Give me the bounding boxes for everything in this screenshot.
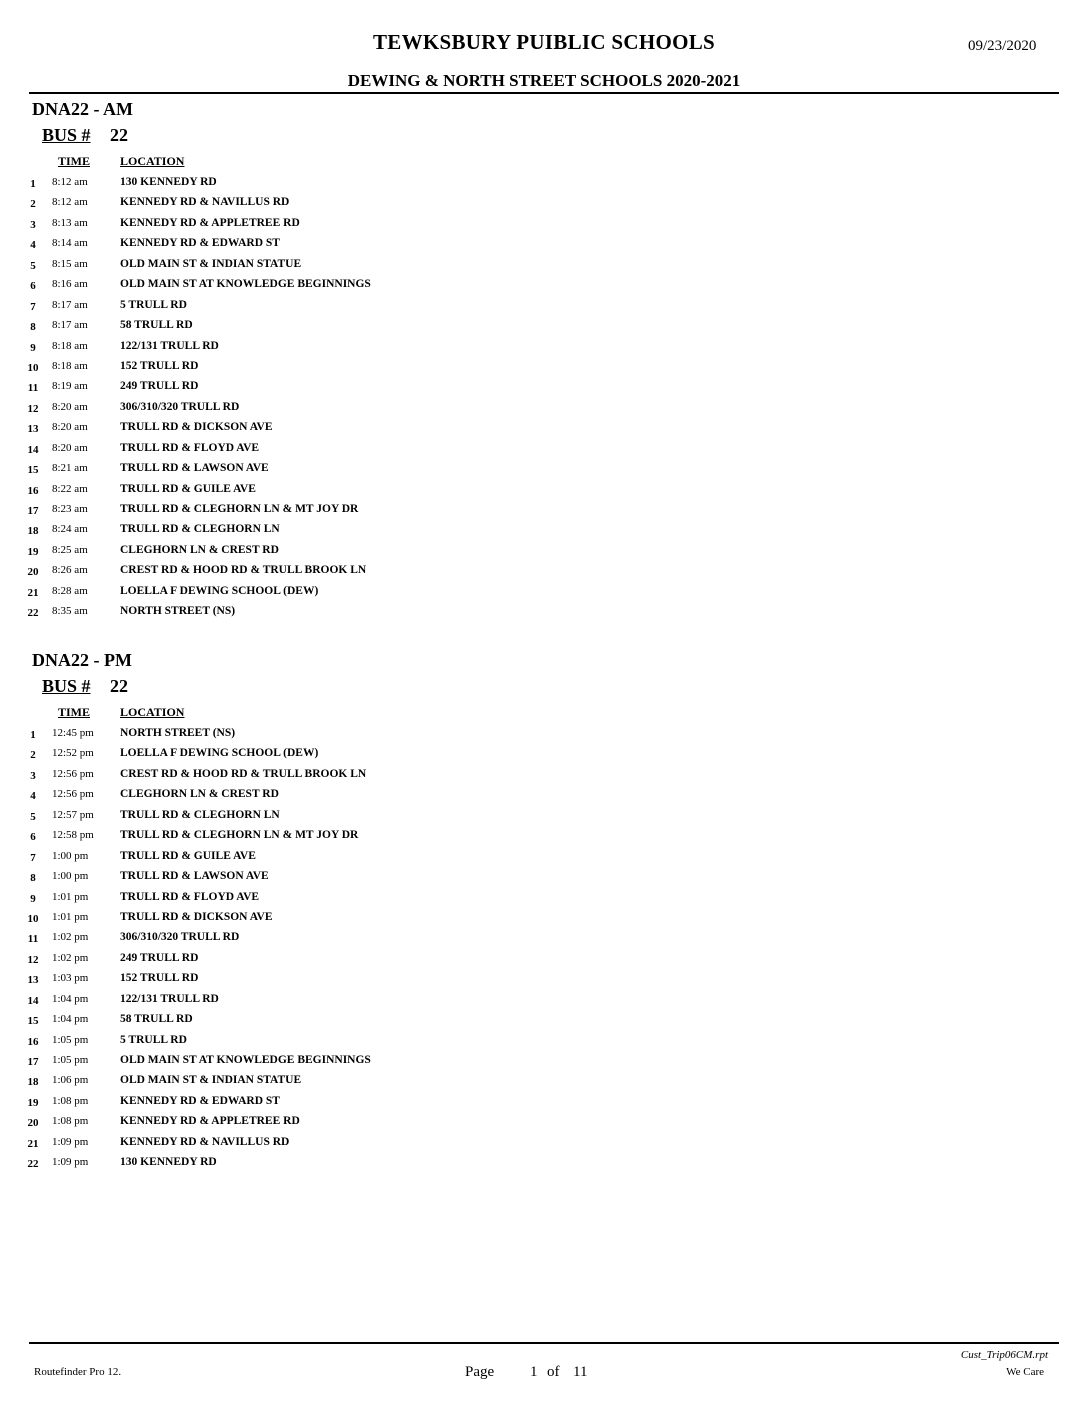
stop-location: TRULL RD & GUILE AVE [120, 482, 256, 495]
bus-number: 22 [110, 125, 128, 145]
stop-row [0, 318, 1088, 338]
stop-location: OLD MAIN ST AT KNOWLEDGE BEGINNINGS [120, 278, 371, 291]
stop-number: 5 [30, 259, 36, 272]
route-title: DNA22 - PM [32, 650, 132, 670]
stop-location: OLD MAIN ST & INDIAN STATUE [120, 1074, 302, 1087]
stop-location: TRULL RD & LAWSON AVE [120, 462, 269, 475]
stop-number: 12 [27, 953, 39, 966]
stop-time: 8:15 am [52, 257, 88, 270]
stop-row [0, 890, 1088, 910]
stop-location: 58 TRULL RD [120, 319, 193, 332]
stop-row [0, 1073, 1088, 1093]
stop-number: 5 [30, 810, 36, 823]
stop-row [0, 379, 1088, 399]
stop-number: 9 [30, 892, 36, 905]
stop-time: 12:56 pm [52, 767, 94, 780]
stop-number: 10 [27, 361, 39, 374]
stop-time: 1:02 pm [52, 931, 89, 944]
location-column-header: LOCATION [120, 154, 185, 168]
stop-number: 19 [27, 545, 39, 558]
stop-row [0, 502, 1088, 522]
stop-number: 16 [27, 484, 39, 497]
footer-of-label: of [547, 1364, 560, 1380]
stop-location: 5 TRULL RD [120, 298, 187, 311]
stop-number: 3 [30, 218, 36, 231]
stop-row [0, 828, 1088, 848]
stop-time: 1:01 pm [52, 910, 89, 923]
stop-time: 8:23 am [52, 503, 88, 515]
stop-number: 11 [27, 933, 39, 946]
footer-rule [29, 1342, 1059, 1344]
stop-location: CLEGHORN LN & CREST RD [120, 543, 279, 556]
stop-time: 1:05 pm [52, 1054, 89, 1066]
footer-report-name: Cust_Trip06CM.rpt [960, 1349, 1048, 1361]
stop-number: 17 [27, 1056, 39, 1068]
bus-number: 22 [110, 676, 128, 696]
stop-time: 8:13 am [52, 216, 88, 229]
stop-location: 306/310/320 TRULL RD [120, 931, 240, 944]
stop-number: 12 [27, 402, 39, 415]
stop-time: 1:05 pm [52, 1033, 89, 1046]
stop-time: 12:45 pm [52, 727, 94, 739]
stop-time: 8:18 am [52, 359, 88, 372]
stop-row [0, 359, 1088, 379]
time-column-header: TIME [58, 154, 91, 168]
stop-time: 1:08 pm [52, 1094, 89, 1107]
stop-time: 8:17 am [52, 319, 88, 332]
location-column-header: LOCATION [120, 705, 185, 719]
stop-number: 16 [27, 1035, 39, 1048]
stop-number: 21 [27, 586, 39, 599]
stop-time: 12:56 pm [52, 788, 94, 801]
stop-row [0, 482, 1088, 502]
stop-location: KENNEDY RD & APPLETREE RD [120, 1115, 300, 1128]
stop-row [0, 1033, 1088, 1053]
stop-location: 306/310/320 TRULL RD [120, 400, 240, 413]
stop-number: 6 [30, 280, 36, 293]
stop-location: 152 TRULL RD [120, 359, 199, 372]
footer-page-total: 11 [573, 1364, 588, 1380]
stop-number: 17 [27, 505, 39, 517]
stop-number: 14 [27, 443, 39, 456]
footer-software: Routefinder Pro 12. [34, 1366, 122, 1378]
stop-number: 14 [27, 994, 39, 1007]
stop-time: 12:52 pm [52, 747, 94, 760]
stop-location: TRULL RD & DICKSON AVE [120, 910, 273, 923]
stop-location: NORTH STREET (NS) [120, 727, 236, 739]
stop-time: 1:06 pm [52, 1074, 89, 1087]
stop-row [0, 910, 1088, 930]
stop-location: LOELLA F DEWING SCHOOL (DEW) [120, 584, 319, 597]
stop-row [0, 971, 1088, 991]
stop-number: 8 [30, 872, 36, 885]
time-column-header: TIME [58, 705, 91, 719]
stop-time: 8:20 am [52, 421, 88, 434]
stop-number: 19 [27, 1096, 39, 1109]
stop-location: TRULL RD & CLEGHORN LN & MT JOY DR [120, 503, 359, 515]
stop-time: 1:04 pm [52, 992, 89, 1005]
stop-number: 15 [27, 464, 39, 477]
stop-row [0, 277, 1088, 297]
stop-number: 6 [30, 831, 36, 844]
stop-time: 1:01 pm [52, 890, 89, 903]
stop-time: 8:12 am [52, 176, 88, 188]
stop-location: CREST RD & HOOD RD & TRULL BROOK LN [120, 564, 367, 577]
stop-location: 130 KENNEDY RD [120, 176, 217, 188]
stop-row [0, 787, 1088, 807]
stop-row [0, 339, 1088, 359]
stop-time: 8:18 am [52, 339, 88, 352]
stop-row [0, 584, 1088, 604]
stop-number: 4 [30, 790, 36, 803]
stop-row [0, 420, 1088, 440]
stop-number: 8 [30, 321, 36, 334]
footer-page-number: 1 [530, 1364, 538, 1380]
stop-number: 7 [30, 851, 36, 864]
stop-row [0, 236, 1088, 256]
stop-time: 8:16 am [52, 278, 88, 291]
stop-location: TRULL RD & DICKSON AVE [120, 421, 273, 434]
stop-number: 20 [27, 566, 39, 579]
stop-row [0, 1114, 1088, 1134]
stop-list [0, 175, 1088, 625]
stop-location: KENNEDY RD & NAVILLUS RD [120, 1135, 290, 1148]
stop-row [0, 992, 1088, 1012]
stop-time: 1:09 pm [52, 1135, 89, 1148]
stop-time: 8:24 am [52, 523, 88, 536]
stop-time: 8:20 am [52, 441, 88, 454]
stop-location: TRULL RD & LAWSON AVE [120, 870, 269, 883]
stop-number: 11 [27, 382, 39, 395]
stop-location: 249 TRULL RD [120, 380, 199, 393]
stop-location: 130 KENNEDY RD [120, 1156, 217, 1169]
stop-row [0, 298, 1088, 318]
stop-time: 12:58 pm [52, 829, 94, 842]
stop-time: 8:35 am [52, 605, 88, 618]
stop-number: 2 [30, 198, 36, 211]
stop-location: TRULL RD & FLOYD AVE [120, 441, 260, 454]
stop-row [0, 1053, 1088, 1073]
stop-location: KENNEDY RD & EDWARD ST [120, 237, 280, 250]
stop-row [0, 563, 1088, 583]
footer-tagline: We Care [1006, 1366, 1044, 1378]
stop-location: TRULL RD & CLEGHORN LN [120, 808, 280, 821]
stop-location: 152 TRULL RD [120, 972, 199, 985]
stop-row [0, 746, 1088, 766]
bus-label: BUS # [42, 125, 91, 145]
stop-number: 7 [30, 300, 36, 313]
stop-location: 122/131 TRULL RD [120, 992, 219, 1005]
stop-time: 12:57 pm [52, 808, 94, 821]
stop-location: KENNEDY RD & EDWARD ST [120, 1094, 280, 1107]
stop-row [0, 869, 1088, 889]
stop-row [0, 849, 1088, 869]
stop-list [0, 726, 1088, 1176]
stop-time: 8:28 am [52, 584, 88, 597]
stop-time: 8:20 am [52, 400, 88, 413]
bus-label: BUS # [42, 676, 91, 696]
stop-row [0, 1012, 1088, 1032]
stop-time: 8:25 am [52, 543, 88, 556]
stop-row [0, 257, 1088, 277]
stop-number: 1 [30, 729, 36, 741]
stop-time: 1:03 pm [52, 972, 89, 985]
stop-location: CLEGHORN LN & CREST RD [120, 788, 279, 801]
stop-location: TRULL RD & GUILE AVE [120, 849, 256, 862]
stop-row [0, 441, 1088, 461]
stop-time: 8:14 am [52, 237, 88, 250]
stop-number: 20 [27, 1117, 39, 1130]
stop-number: 3 [30, 769, 36, 782]
stop-number: 18 [27, 525, 39, 538]
stop-row [0, 604, 1088, 624]
stop-row [0, 808, 1088, 828]
stop-time: 1:00 pm [52, 849, 89, 862]
stop-location: KENNEDY RD & NAVILLUS RD [120, 196, 290, 209]
stop-row [0, 930, 1088, 950]
stop-number: 22 [27, 1158, 39, 1171]
stop-location: 122/131 TRULL RD [120, 339, 219, 352]
stop-location: NORTH STREET (NS) [120, 605, 236, 618]
stop-location: OLD MAIN ST & INDIAN STATUE [120, 257, 302, 270]
stop-number: 10 [27, 912, 39, 925]
stop-row [0, 951, 1088, 971]
stop-row [0, 400, 1088, 420]
header-rule [29, 92, 1059, 94]
stop-row [0, 216, 1088, 236]
stop-time: 8:22 am [52, 482, 88, 495]
stop-location: 249 TRULL RD [120, 951, 199, 964]
stop-time: 1:02 pm [52, 951, 89, 964]
stop-time: 8:26 am [52, 564, 88, 577]
stop-time: 1:08 pm [52, 1115, 89, 1128]
report-date: 09/23/2020 [968, 38, 1037, 54]
stop-location: TRULL RD & FLOYD AVE [120, 890, 260, 903]
stop-row [0, 461, 1088, 481]
stop-row [0, 1135, 1088, 1155]
stop-number: 13 [27, 974, 39, 987]
stop-number: 9 [30, 341, 36, 354]
stop-number: 18 [27, 1076, 39, 1089]
stop-row [0, 175, 1088, 195]
stop-number: 2 [30, 749, 36, 762]
report-subtitle: DEWING & NORTH STREET SCHOOLS 2020-2021 [347, 71, 741, 90]
stop-location: KENNEDY RD & APPLETREE RD [120, 216, 300, 229]
stop-number: 1 [30, 178, 36, 190]
stop-row [0, 726, 1088, 746]
stop-row [0, 1155, 1088, 1175]
stop-time: 1:04 pm [52, 1013, 89, 1026]
stop-row [0, 543, 1088, 563]
stop-location: 58 TRULL RD [120, 1013, 193, 1026]
stop-number: 15 [27, 1015, 39, 1028]
stop-row [0, 522, 1088, 542]
footer-page-label: Page [465, 1364, 495, 1380]
stop-number: 13 [27, 423, 39, 436]
report-title: TEWKSBURY PUIBLIC SCHOOLS [372, 30, 716, 54]
stop-time: 8:19 am [52, 380, 88, 393]
stop-time: 8:21 am [52, 462, 88, 475]
stop-location: 5 TRULL RD [120, 1033, 187, 1046]
stop-time: 8:12 am [52, 196, 88, 209]
stop-row [0, 767, 1088, 787]
stop-number: 4 [30, 239, 36, 252]
stop-time: 1:09 pm [52, 1156, 89, 1169]
stop-location: OLD MAIN ST AT KNOWLEDGE BEGINNINGS [120, 1054, 371, 1066]
stop-location: LOELLA F DEWING SCHOOL (DEW) [120, 747, 319, 760]
stop-number: 22 [27, 607, 39, 620]
stop-row [0, 195, 1088, 215]
stop-location: TRULL RD & CLEGHORN LN & MT JOY DR [120, 829, 359, 842]
stop-number: 21 [27, 1137, 39, 1150]
stop-time: 8:17 am [52, 298, 88, 311]
stop-location: TRULL RD & CLEGHORN LN [120, 523, 280, 536]
route-title: DNA22 - AM [32, 99, 133, 119]
stop-location: CREST RD & HOOD RD & TRULL BROOK LN [120, 767, 367, 780]
stop-time: 1:00 pm [52, 870, 89, 883]
stop-row [0, 1094, 1088, 1114]
